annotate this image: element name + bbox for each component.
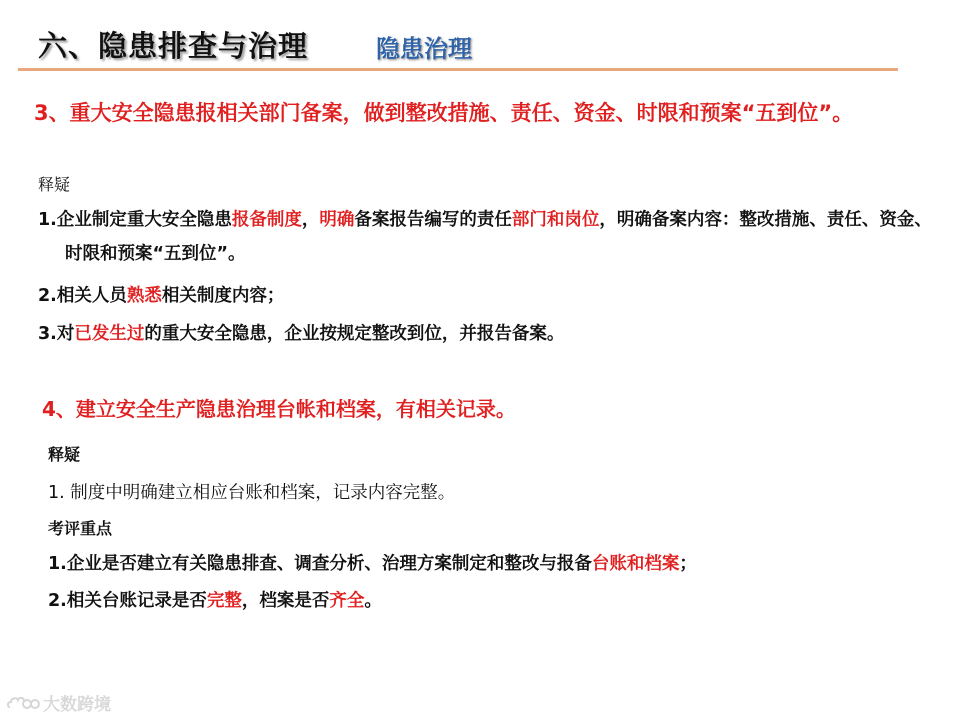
watermark-text: 大数跨境: [43, 695, 111, 715]
item-highlight: 台账和档案: [591, 554, 680, 574]
item-text: 备案报告编写的责任: [354, 210, 512, 230]
item-text: 3.对: [38, 324, 75, 344]
item-text: ，: [301, 210, 320, 230]
item-highlight: 部门和岗位: [511, 210, 600, 230]
item-text: ；: [679, 554, 697, 574]
item-text: 的重大安全隐患，企业按规定整改到位，并报告备案。: [144, 324, 565, 344]
section4-heading: 4、建立安全生产隐患治理台帐和档案，有相关记录。: [42, 397, 516, 421]
item-text: 2.相关台账记录是否: [48, 591, 207, 611]
item-text: ，档案是否: [241, 591, 330, 611]
section4-point-2: [48, 587, 382, 612]
item-highlight: 完整: [206, 591, 242, 611]
item-highlight: 齐全: [329, 591, 365, 611]
cloud-logo-icon: [6, 694, 40, 712]
item-text: 。: [364, 591, 382, 611]
section3-label: 释疑: [38, 175, 71, 194]
section4-point-1: [48, 550, 697, 575]
section3-item-3: [38, 320, 564, 345]
item-text: 2.相关人员: [38, 286, 127, 306]
item-highlight: 熟悉: [126, 286, 162, 306]
item-text: 相关制度内容；: [161, 286, 285, 306]
slide-subtitle: 隐患治理: [376, 35, 472, 63]
slide-title: 六、隐患排查与治理: [38, 29, 309, 63]
item-highlight: 报备制度: [231, 210, 302, 230]
section4-label: 释疑: [48, 445, 81, 464]
item-text: 1.企业是否建立有关隐患排查、调查分析、治理方案制定和整改与报备: [48, 554, 592, 574]
item-text: ，明确备案内容：整改措施、责任、资金、时限和预案“五到位”。: [65, 210, 932, 264]
item-highlight: 明确: [319, 210, 355, 230]
section3-heading: 3、重大安全隐患报相关部门备案，做到整改措施、责任、资金、时限和预案“五到位”。: [34, 101, 854, 125]
item-highlight: 已发生过: [74, 324, 145, 344]
title-divider: [18, 68, 898, 71]
section4-item-1: 1. 制度中明确建立相应台账和档案，记录内容完整。: [48, 483, 456, 503]
section3-item-1: [38, 203, 945, 271]
watermark: [6, 690, 111, 715]
section3-item-2: [38, 282, 284, 307]
section4-label-2: 考评重点: [48, 519, 113, 538]
item-text: 1.企业制定重大安全隐患: [38, 210, 232, 230]
